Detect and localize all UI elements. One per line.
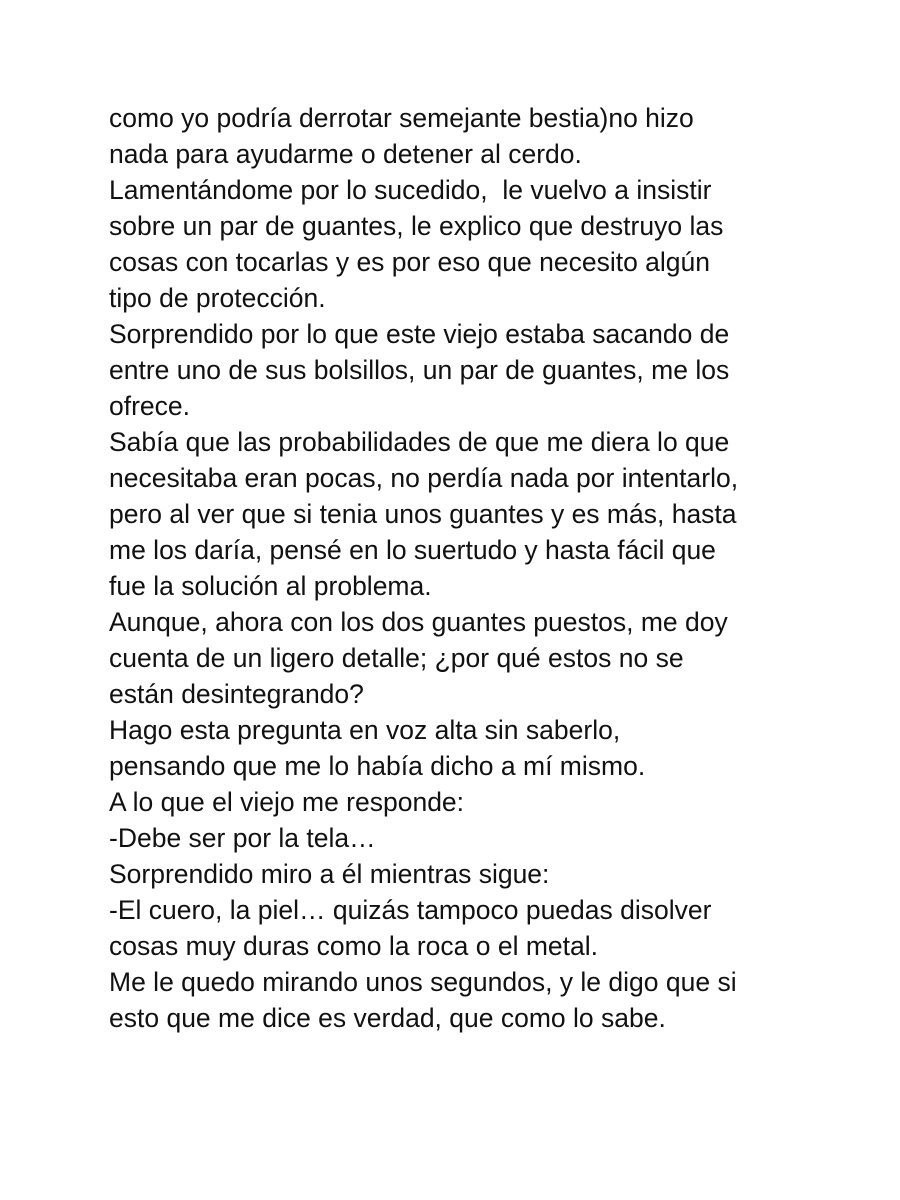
text-line: ofrece. <box>109 391 191 421</box>
text-line: como yo podría derrotar semejante bestia)no hizo <box>109 103 694 133</box>
text-line: Sorprendido miro a él mientras sigue: <box>109 859 550 889</box>
text-line: pero al ver que si tenia unos guantes y es más, hasta <box>109 499 737 529</box>
text-line: esto que me dice es verdad, que como lo sabe. <box>109 1003 666 1033</box>
text-line: Aunque, ahora con los dos guantes puestos, me doy <box>109 607 728 637</box>
text-line: A lo que el viejo me responde: <box>109 787 465 817</box>
text-line: fue la solución al problema. <box>109 571 432 601</box>
text-line: están desintegrando? <box>109 679 364 709</box>
text-line: -El cuero, la piel… quizás tampoco puedas disolver <box>109 895 712 925</box>
body-text <box>109 100 809 1036</box>
text-line: me los daría, pensé en lo suertudo y hasta fácil que <box>109 535 716 565</box>
text-line: tipo de protección. <box>109 283 326 313</box>
text-line: Sabía que las probabilidades de que me diera lo que <box>109 427 730 457</box>
text-line: Lamentándome por lo sucedido, le vuelvo a insistir <box>109 175 712 205</box>
text-line: nada para ayudarme o detener al cerdo. <box>109 139 582 169</box>
text-line: cosas con tocarlas y es por eso que necesito algún <box>109 247 711 277</box>
text-line: Hago esta pregunta en voz alta sin saberlo, <box>109 715 621 745</box>
text-line: Me le quedo mirando unos segundos, y le digo que si <box>109 967 737 997</box>
text-line: Sorprendido por lo que este viejo estaba sacando de <box>109 319 730 349</box>
text-line: cosas muy duras como la roca o el metal. <box>109 931 598 961</box>
text-line: cuenta de un ligero detalle; ¿por qué estos no se <box>109 643 684 673</box>
text-line: necesitaba eran pocas, no perdía nada por intentarlo, <box>109 463 739 493</box>
text-line: entre uno de sus bolsillos, un par de guantes, me los <box>109 355 730 385</box>
text-line: sobre un par de guantes, le explico que destruyo las <box>109 211 724 241</box>
text-line: pensando que me lo había dicho a mí mismo. <box>109 751 646 781</box>
text-line: -Debe ser por la tela… <box>109 823 376 853</box>
